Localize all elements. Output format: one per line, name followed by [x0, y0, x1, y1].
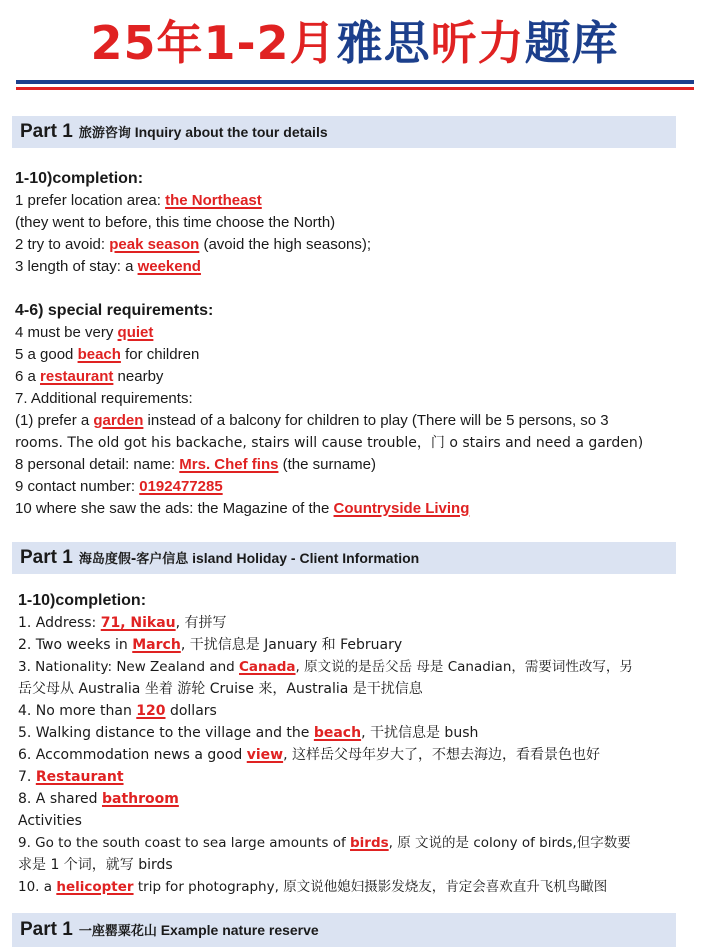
- title-rule-blue: [16, 80, 694, 84]
- answer: beach: [313, 725, 362, 741]
- s1-item-7: 7. Additional requirements:: [15, 390, 193, 407]
- section-1-header: [12, 116, 676, 148]
- section-3-cn: 一座罂粟花山: [78, 924, 157, 939]
- answer: 0192477285: [139, 478, 223, 495]
- s2-item-9: 9. Go to the south coast to sea large amounts of birds, 原 文说的是 colony of birds,但字数要: [18, 835, 631, 851]
- answer: bathroom: [101, 791, 179, 807]
- s2-item-8: 8. A shared bathroom: [18, 791, 179, 807]
- section-3-en: Example nature reserve: [160, 922, 319, 938]
- answer: weekend: [137, 258, 201, 275]
- page-title: [0, 14, 709, 72]
- answer: birds: [350, 835, 389, 851]
- s2-item-4: 4. No more than 120 dollars: [18, 703, 217, 719]
- section-2-cn: 海岛度假-客户信息: [78, 552, 189, 567]
- section-1-body: [15, 168, 685, 520]
- section-2-part: Part 1: [20, 547, 73, 568]
- s1-item-1: 1 prefer location area: the Northeast: [15, 192, 262, 209]
- s2-item-3-cont: 岳父母从 Australia 坐着 游轮 Cruise 来，Australia 是干扰信息: [18, 681, 423, 697]
- title-part-3: 听力: [430, 16, 525, 70]
- s2-item-1: 1. Address: 71, Nikau, 有拼写: [18, 615, 227, 631]
- title-part-1: 25年1-2月: [90, 16, 337, 70]
- answer: view: [246, 747, 284, 763]
- section-2-en: island Holiday - Client Information: [192, 550, 420, 566]
- title-rule-red: [16, 87, 694, 90]
- answer: 120: [136, 703, 166, 719]
- s1-item-10: 10 where she saw the ads: the Magazine of the Countryside Living: [15, 500, 470, 517]
- section-2-header: [12, 542, 676, 574]
- s1-note-1: (they went to before, this time choose the North): [15, 214, 336, 231]
- s2-item-7: 7. Restaurant: [18, 769, 124, 785]
- section-2-body: [18, 590, 688, 898]
- section-1-en: Inquiry about the tour details: [134, 124, 328, 140]
- s1-item-7-1: (1) prefer a garden instead of a balcony for children to play (There will be 5 persons, so 3: [15, 412, 609, 429]
- answer: helicopter: [56, 879, 134, 895]
- s2-item-9-cont: 求是 1 个词，就写 birds: [18, 857, 173, 873]
- s1-heading-special: 4-6) special requirements:: [15, 302, 214, 319]
- s1-item-3: 3 length of stay: a weekend: [15, 258, 201, 275]
- section-3-part: Part 1: [20, 919, 73, 940]
- s1-item-4: 4 must be very quiet: [15, 324, 154, 341]
- answer: beach: [77, 346, 121, 363]
- title-part-4: 题库: [524, 16, 619, 70]
- s1-item-5: 5 a good beach for children: [15, 346, 200, 363]
- s2-item-6: 6. Accommodation news a good view, 这样岳父母年岁大了，不想去海边，看看景色也好: [18, 747, 601, 763]
- s1-item-6: 6 a restaurant nearby: [15, 368, 164, 385]
- answer: March: [132, 637, 181, 653]
- answer: Countryside Living: [333, 500, 470, 517]
- answer: restaurant: [40, 368, 114, 385]
- answer: Restaurant: [35, 769, 124, 785]
- s1-item-7-cont: rooms. The old got his backache, stairs will cause trouble，门 o stairs and need a garden): [15, 435, 644, 451]
- s2-heading-completion: 1-10)completion:: [18, 592, 147, 609]
- answer: 71, Nikau: [100, 615, 176, 631]
- s1-item-2: 2 try to avoid: peak season (avoid the high seasons);: [15, 236, 372, 253]
- s1-item-9: 9 contact number: 0192477285: [15, 478, 223, 495]
- s2-item-5: 5. Walking distance to the village and the beach, 干扰信息是 bush: [18, 725, 479, 741]
- answer: Canada: [239, 659, 296, 675]
- answer: the Northeast: [165, 192, 262, 209]
- title-part-2: 雅思: [336, 16, 431, 70]
- answer: Mrs. Chef fins: [179, 456, 279, 473]
- s2-item-10: 10. a helicopter trip for photography, 原文说他媳妇摄影发烧友，肯定会喜欢直升飞机鸟瞰图: [18, 879, 608, 895]
- answer: peak season: [109, 236, 200, 253]
- s2-activities: Activities: [18, 813, 82, 829]
- answer: garden: [93, 412, 144, 429]
- s1-item-8: 8 personal detail: name: Mrs. Chef fins (the surname): [15, 456, 377, 473]
- section-1-cn: 旅游咨询: [78, 126, 131, 141]
- s2-item-2: 2. Two weeks in March, 干扰信息是 January 和 February: [18, 637, 403, 653]
- section-3-header: [12, 913, 676, 947]
- s1-heading-completion: 1-10)completion:: [15, 170, 144, 187]
- section-1-part: Part 1: [20, 121, 73, 142]
- answer: quiet: [117, 324, 154, 341]
- s2-item-3: 3. Nationality: New Zealand and Canada, 原文说的是岳父岳 母是 Canadian，需要词性改写，另: [18, 659, 633, 675]
